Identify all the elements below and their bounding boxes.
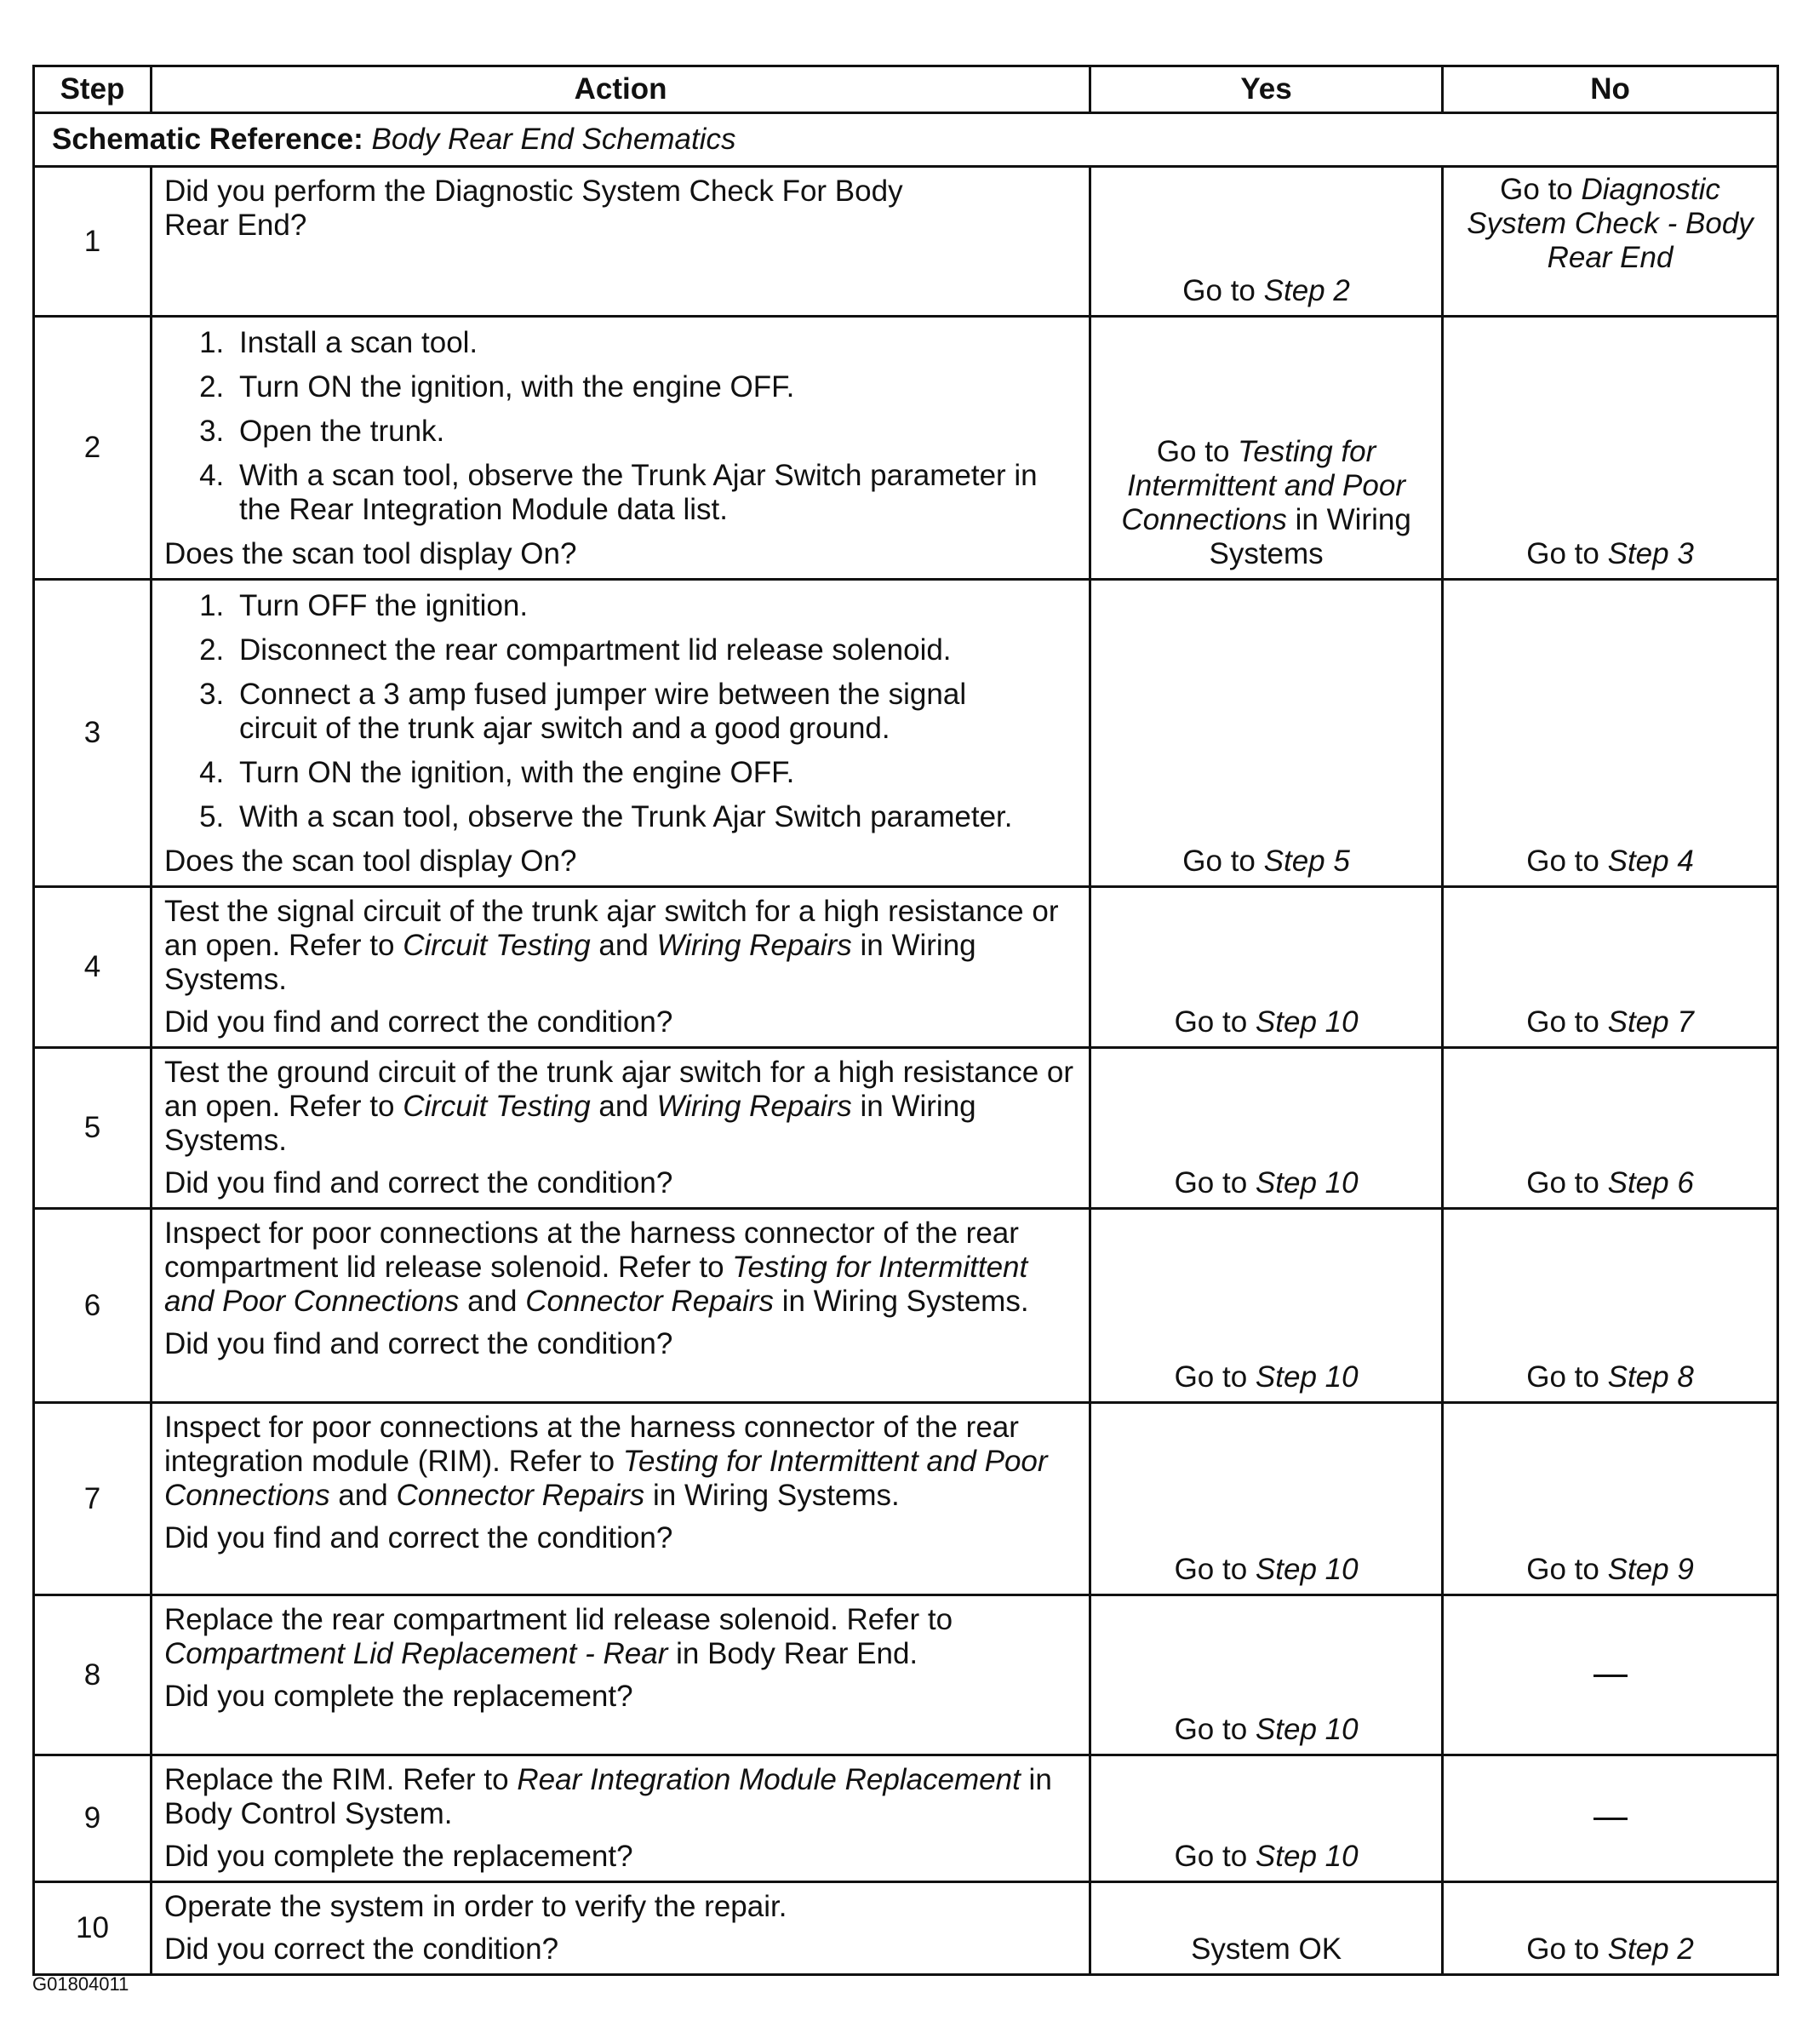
dash-mark — [1593, 1675, 1628, 1677]
action-cell — [152, 1403, 1090, 1595]
no-link[interactable]: Step 4 — [1607, 845, 1694, 878]
list-item: 4. Turn ON the ignition, with the engine OFF. — [232, 756, 1080, 790]
step-number: 10 — [34, 1882, 152, 1975]
go-to-text: Go to — [1526, 537, 1599, 570]
header-action: Action — [152, 66, 1090, 113]
list-item: 5. With a scan tool, observe the Trunk Ajar Switch parameter. — [232, 800, 1080, 834]
ref-link[interactable]: Connector Repairs — [396, 1479, 645, 1512]
action-cell — [152, 1882, 1090, 1975]
list-item: 1. Install a scan tool. — [232, 326, 1080, 360]
action-outro: in Wiring Systems. — [164, 929, 976, 996]
no-cell — [1443, 1882, 1778, 1975]
table-row — [34, 1755, 1778, 1882]
no-cell — [1443, 1595, 1778, 1755]
no-link[interactable]: Step 7 — [1607, 1005, 1694, 1039]
go-to-text: Go to — [1174, 1360, 1248, 1394]
ref-link[interactable]: Testing for Intermittent and Poor Connections — [164, 1251, 1028, 1318]
list-item: 2. Turn ON the ignition, with the engine OFF. — [232, 370, 1080, 404]
schematic-label: Schematic Reference: — [52, 123, 363, 156]
action-question: Did you perform the Diagnostic System Check For Body Rear End? — [164, 175, 903, 242]
action-cell — [152, 1755, 1090, 1882]
step-number: 4 — [34, 887, 152, 1048]
step-number: 5 — [34, 1048, 152, 1209]
ref-link[interactable]: Wiring Repairs — [656, 929, 852, 962]
go-to-text: Go to — [1174, 1005, 1248, 1039]
action-cell — [152, 1048, 1090, 1209]
diagnostic-table-container — [32, 65, 1779, 1976]
go-to-text: Go to — [1182, 274, 1256, 307]
yes-link[interactable]: Step 10 — [1255, 1553, 1359, 1586]
go-to-text: Go to — [1156, 435, 1230, 468]
no-cell — [1443, 1755, 1778, 1882]
action-question: Does the scan tool display On? — [164, 845, 577, 878]
action-outro: in Wiring Systems. — [653, 1479, 900, 1512]
action-outro: in Body Control System. — [164, 1763, 1052, 1830]
action-text — [164, 895, 1080, 997]
ref-link[interactable]: Testing for Intermittent and Poor Connections — [164, 1445, 1048, 1512]
go-to-text: Go to — [1174, 1713, 1248, 1746]
step-number: 6 — [34, 1209, 152, 1403]
go-to-text: Go to — [1526, 1005, 1599, 1039]
table-row — [34, 167, 1778, 317]
action-question: Did you correct the condition? — [164, 1932, 559, 1966]
action-question: Did you find and correct the condition? — [164, 1005, 673, 1039]
action-list — [164, 326, 1080, 527]
schematic-link[interactable]: Body Rear End Schematics — [371, 123, 736, 156]
yes-link[interactable]: Step 2 — [1263, 274, 1350, 307]
dash-mark — [1593, 1818, 1628, 1820]
yes-cell — [1090, 1755, 1443, 1882]
no-cell — [1443, 1403, 1778, 1595]
table-row — [34, 1209, 1778, 1403]
action-intro: Inspect for poor connections at the harness connector of the rear integration module (RIM). Refer to — [164, 1411, 1019, 1478]
action-question: Did you complete the replacement? — [164, 1840, 633, 1873]
action-cell — [152, 1209, 1090, 1403]
yes-cell — [1090, 1048, 1443, 1209]
no-link[interactable]: Step 3 — [1607, 537, 1694, 570]
step-number: 7 — [34, 1403, 152, 1595]
ref-link[interactable]: Circuit Testing — [403, 1090, 591, 1123]
go-to-text: Go to — [1526, 845, 1599, 878]
no-link[interactable]: Step 9 — [1607, 1553, 1694, 1586]
go-to-text: Go to — [1174, 1166, 1248, 1199]
ref-link[interactable]: Circuit Testing — [403, 929, 591, 962]
yes-link[interactable]: Step 10 — [1255, 1713, 1359, 1746]
table-row — [34, 317, 1778, 580]
yes-link[interactable]: Step 10 — [1255, 1166, 1359, 1199]
no-cell — [1443, 1209, 1778, 1403]
conjunction: and — [467, 1285, 518, 1318]
table-row — [34, 887, 1778, 1048]
action-intro: Inspect for poor connections at the harness connector of the rear compartment lid release solenoid. Refer to — [164, 1217, 1019, 1284]
action-text — [164, 1411, 1080, 1513]
yes-cell — [1090, 167, 1443, 317]
step-number: 1 — [34, 167, 152, 317]
action-question: Did you find and correct the condition? — [164, 1521, 673, 1554]
schematic-reference — [34, 113, 1778, 167]
no-link[interactable]: Diagnostic System Check - Body Rear End — [1467, 173, 1754, 274]
go-to-text: Go to — [1182, 845, 1256, 878]
go-to-text: Go to — [1526, 1166, 1599, 1199]
no-cell — [1443, 167, 1778, 317]
action-cell — [152, 887, 1090, 1048]
action-cell — [152, 1595, 1090, 1755]
step-number: 3 — [34, 580, 152, 887]
ref-link[interactable]: Compartment Lid Replacement - Rear — [164, 1637, 668, 1670]
go-to-text: Go to — [1526, 1932, 1599, 1966]
header-no: No — [1443, 66, 1778, 113]
yes-link[interactable]: Step 10 — [1255, 1360, 1359, 1394]
action-outro: in Body Rear End. — [676, 1637, 918, 1670]
action-intro: Test the signal circuit of the trunk ajar switch for a high resistance or an open. Refer to — [164, 895, 1059, 962]
no-cell — [1443, 887, 1778, 1048]
ref-link[interactable]: Connector Repairs — [525, 1285, 775, 1318]
no-link[interactable]: Step 6 — [1607, 1166, 1694, 1199]
action-outro: in Wiring Systems. — [164, 1090, 976, 1157]
action-question: Did you complete the replacement? — [164, 1680, 633, 1713]
list-item: 2. Disconnect the rear compartment lid release solenoid. — [232, 633, 1080, 667]
figure-id: G01804011 — [32, 1973, 129, 1995]
table-row — [34, 1595, 1778, 1755]
step-number: 2 — [34, 317, 152, 580]
ref-link[interactable]: Rear Integration Module Replacement — [517, 1763, 1021, 1796]
go-to-text: Go to — [1174, 1840, 1248, 1873]
yes-link[interactable]: Testing for Intermittent and Poor Connections — [1121, 435, 1405, 536]
table-row — [34, 580, 1778, 887]
yes-link[interactable]: Step 10 — [1255, 1005, 1359, 1039]
action-intro: Test the ground circuit of the trunk ajar switch for a high resistance or an open. Refer to — [164, 1056, 1074, 1123]
step-number: 9 — [34, 1755, 152, 1882]
action-text — [164, 1763, 1080, 1831]
action-text — [164, 1217, 1080, 1319]
list-item: 3. Connect a 3 amp fused jumper wire between the signal circuit of the trunk ajar switch and a good ground. — [232, 678, 1022, 746]
action-question: Did you find and correct the condition? — [164, 1327, 673, 1360]
conjunction: and — [598, 929, 649, 962]
action-intro: Replace the RIM. Refer to — [164, 1763, 509, 1796]
table-row — [34, 1403, 1778, 1595]
yes-link[interactable]: Step 10 — [1255, 1840, 1359, 1873]
action-cell — [152, 167, 1090, 317]
conjunction: and — [338, 1479, 388, 1512]
header-row — [34, 66, 1778, 113]
conjunction: and — [598, 1090, 649, 1123]
action-list — [164, 589, 1080, 834]
yes-cell — [1090, 317, 1443, 580]
table-row — [34, 1048, 1778, 1209]
list-item: 4. With a scan tool, observe the Trunk Ajar Switch parameter in the Rear Integration Module data list. — [232, 459, 1080, 527]
yes-suffix: in Wiring Systems — [1209, 503, 1411, 570]
table-row — [34, 1882, 1778, 1975]
yes-result: System OK — [1191, 1932, 1342, 1966]
action-cell — [152, 580, 1090, 887]
action-question: Does the scan tool display On? — [164, 537, 577, 570]
header-step: Step — [34, 66, 152, 113]
ref-link[interactable]: Wiring Repairs — [656, 1090, 852, 1123]
action-text — [164, 1056, 1080, 1158]
go-to-text: Go to — [1526, 1360, 1599, 1394]
yes-cell — [1090, 1209, 1443, 1403]
no-cell — [1443, 317, 1778, 580]
no-cell — [1443, 580, 1778, 887]
step-number: 8 — [34, 1595, 152, 1755]
action-question: Did you find and correct the condition? — [164, 1166, 673, 1199]
action-cell — [152, 317, 1090, 580]
no-cell — [1443, 1048, 1778, 1209]
action-text — [164, 1603, 1080, 1671]
list-item: 3. Open the trunk. — [232, 415, 1080, 449]
yes-cell — [1090, 1595, 1443, 1755]
yes-cell — [1090, 1403, 1443, 1595]
no-link[interactable]: Step 2 — [1607, 1932, 1694, 1966]
action-text: Operate the system in order to verify the repair. — [164, 1890, 787, 1923]
action-intro: Replace the rear compartment lid release solenoid. Refer to — [164, 1603, 953, 1636]
go-to-text: Go to — [1500, 173, 1573, 206]
go-to-text: Go to — [1526, 1553, 1599, 1586]
list-item: 1. Turn OFF the ignition. — [232, 589, 1080, 623]
action-outro: in Wiring Systems. — [781, 1285, 1029, 1318]
header-yes: Yes — [1090, 66, 1443, 113]
yes-cell — [1090, 580, 1443, 887]
yes-cell — [1090, 887, 1443, 1048]
go-to-text: Go to — [1174, 1553, 1248, 1586]
yes-cell — [1090, 1882, 1443, 1975]
diagnostic-table — [32, 65, 1779, 1976]
schematic-row — [34, 113, 1778, 167]
no-link[interactable]: Step 8 — [1607, 1360, 1694, 1394]
yes-link[interactable]: Step 5 — [1263, 845, 1350, 878]
